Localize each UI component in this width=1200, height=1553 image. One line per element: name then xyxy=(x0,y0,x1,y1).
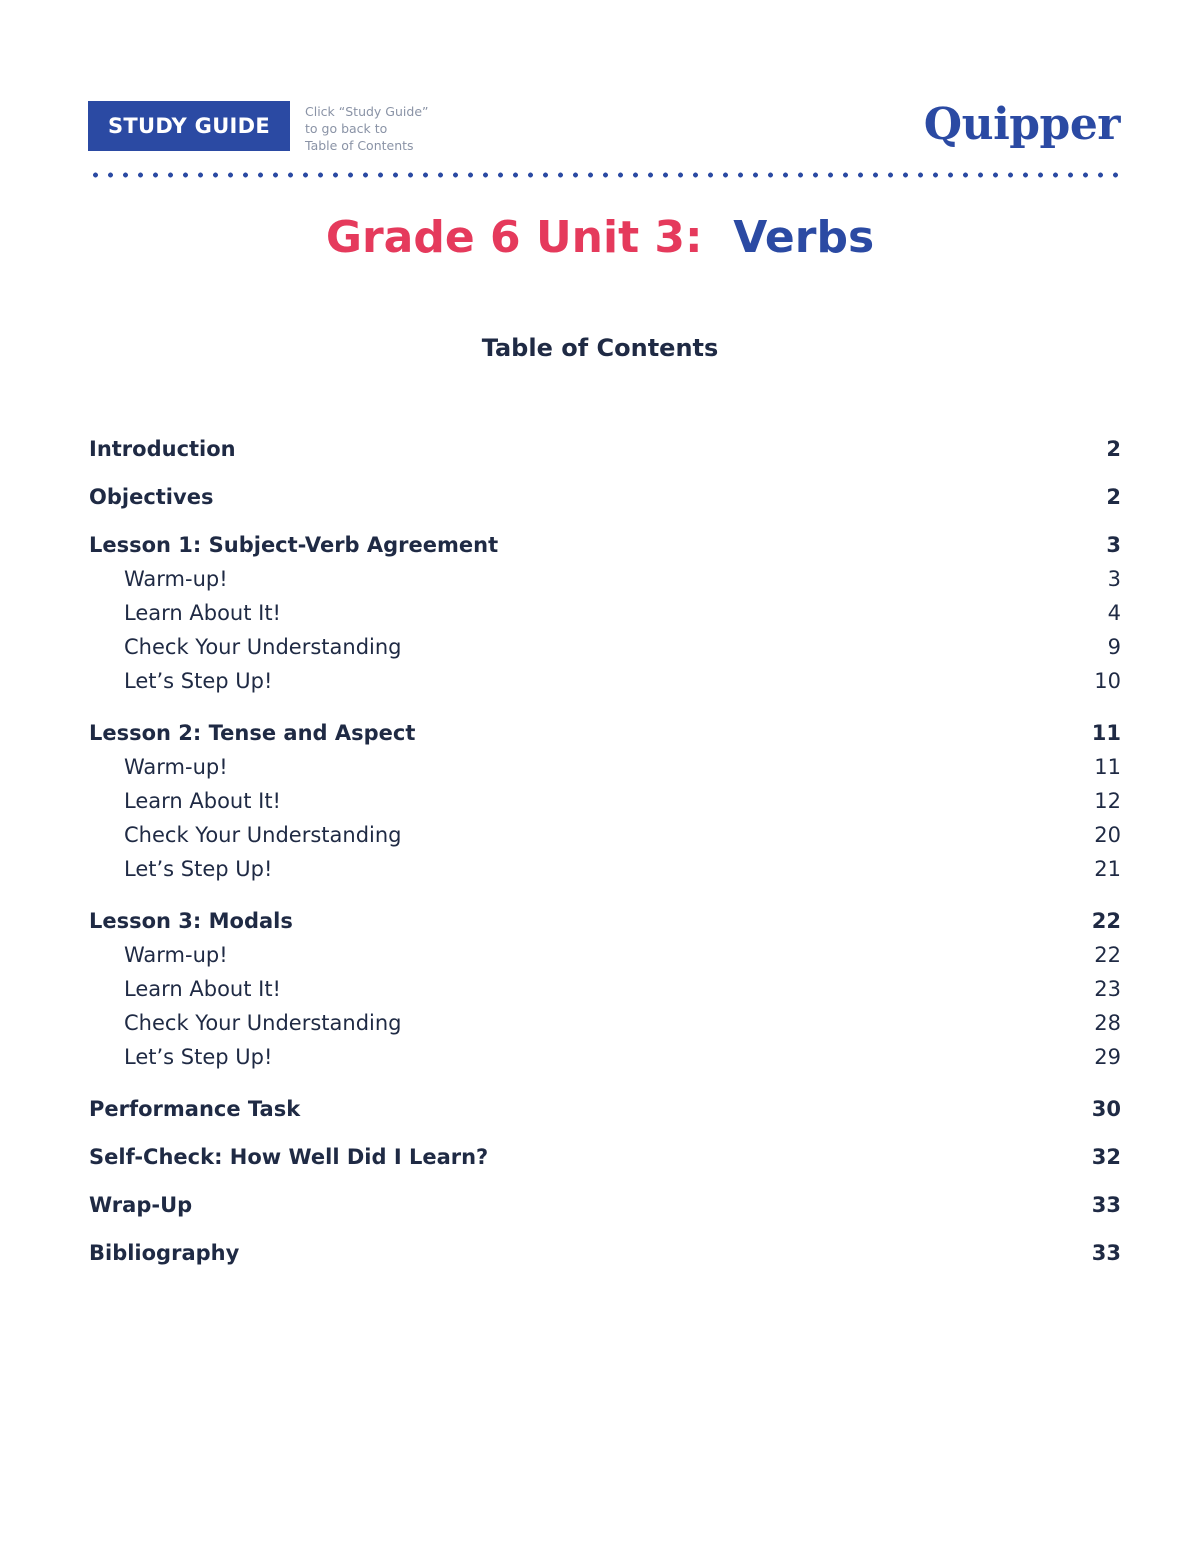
toc-entry-label: Lesson 2: Tense and Aspect xyxy=(89,721,416,745)
toc-entry[interactable] xyxy=(89,909,1121,939)
toc-entry-label: Lesson 1: Subject-Verb Agreement xyxy=(89,533,499,557)
toc-entry[interactable] xyxy=(89,1145,1121,1175)
study-guide-hint xyxy=(305,103,485,154)
toc-entry-page: 32 xyxy=(1091,1145,1121,1169)
toc-subentry-label: Check Your Understanding xyxy=(124,1011,402,1035)
toc-subentry-label: Let’s Step Up! xyxy=(124,857,273,881)
toc-entry-page: 22 xyxy=(1091,909,1121,933)
toc-subentry-page: 23 xyxy=(1094,977,1121,1001)
toc-subentry-page: 29 xyxy=(1094,1045,1121,1069)
toc-subentry[interactable] xyxy=(89,601,1121,635)
title-topic: Verbs xyxy=(733,212,875,263)
quipper-logo: Quipper xyxy=(923,99,1120,150)
toc-entry[interactable] xyxy=(89,721,1121,751)
hint-line: to go back to xyxy=(305,121,388,136)
dotted-divider xyxy=(88,171,1120,179)
toc-subentry[interactable] xyxy=(89,789,1121,823)
toc-entry[interactable] xyxy=(89,485,1121,515)
toc-entry-label: Lesson 3: Modals xyxy=(89,909,293,933)
toc-subentry[interactable] xyxy=(89,755,1121,789)
toc-subentry-page: 21 xyxy=(1094,857,1121,881)
toc-subentry-page: 9 xyxy=(1107,635,1121,659)
toc-heading: Table of Contents xyxy=(481,334,719,362)
toc-subentry[interactable] xyxy=(89,823,1121,857)
toc-subentry-label: Warm-up! xyxy=(124,755,228,779)
toc-subentry[interactable] xyxy=(89,1011,1121,1045)
toc-entry[interactable] xyxy=(89,437,1121,467)
toc-subentry-label: Warm-up! xyxy=(124,943,228,967)
toc-entry-label: Wrap-Up xyxy=(89,1193,193,1217)
page-title xyxy=(0,212,1200,263)
toc-subentry[interactable] xyxy=(89,857,1121,891)
toc-entry[interactable] xyxy=(89,533,1121,563)
toc-subentry-label: Learn About It! xyxy=(124,977,281,1001)
toc-subentry-label: Let’s Step Up! xyxy=(124,669,273,693)
toc-subentry[interactable] xyxy=(89,1045,1121,1079)
toc-subentry-page: 11 xyxy=(1094,755,1121,779)
table-of-contents xyxy=(89,437,1121,1271)
toc-entry-page: 3 xyxy=(1106,533,1121,557)
toc-entry-label: Performance Task xyxy=(89,1097,301,1121)
toc-entry-page: 11 xyxy=(1091,721,1121,745)
toc-subentry-page: 20 xyxy=(1094,823,1121,847)
toc-subentry-label: Learn About It! xyxy=(124,789,281,813)
toc-subentry[interactable] xyxy=(89,669,1121,703)
toc-subentry[interactable] xyxy=(89,635,1121,669)
toc-entry-label: Self-Check: How Well Did I Learn? xyxy=(89,1145,489,1169)
toc-entry[interactable] xyxy=(89,1241,1121,1271)
toc-subentry-page: 10 xyxy=(1094,669,1121,693)
title-unit: Grade 6 Unit 3: xyxy=(325,212,703,263)
toc-subentry-label: Check Your Understanding xyxy=(124,635,402,659)
toc-subentry[interactable] xyxy=(89,567,1121,601)
toc-entry-page: 2 xyxy=(1106,485,1121,509)
hint-line: Click “Study Guide” xyxy=(305,104,429,119)
toc-entry-label: Introduction xyxy=(89,437,236,461)
toc-entry-page: 2 xyxy=(1106,437,1121,461)
toc-entry-page: 30 xyxy=(1091,1097,1121,1121)
toc-subentry-page: 3 xyxy=(1107,567,1121,591)
study-guide-button[interactable]: STUDY GUIDE xyxy=(88,101,290,151)
toc-subentry-label: Warm-up! xyxy=(124,567,228,591)
toc-entry[interactable] xyxy=(89,1193,1121,1223)
toc-entry-page: 33 xyxy=(1091,1193,1121,1217)
toc-entry-page: 33 xyxy=(1091,1241,1121,1265)
toc-subentry-label: Let’s Step Up! xyxy=(124,1045,273,1069)
toc-subentry[interactable] xyxy=(89,943,1121,977)
toc-subentry-page: 4 xyxy=(1107,601,1121,625)
toc-subentry-page: 28 xyxy=(1094,1011,1121,1035)
toc-subentry-page: 22 xyxy=(1094,943,1121,967)
header xyxy=(88,101,1120,153)
toc-entry[interactable] xyxy=(89,1097,1121,1127)
toc-subentry-page: 12 xyxy=(1094,789,1121,813)
toc-subentry-label: Learn About It! xyxy=(124,601,281,625)
toc-subentry-label: Check Your Understanding xyxy=(124,823,402,847)
hint-line: Table of Contents xyxy=(305,138,414,153)
toc-entry-label: Objectives xyxy=(89,485,214,509)
toc-entry-label: Bibliography xyxy=(89,1241,240,1265)
toc-subentry[interactable] xyxy=(89,977,1121,1011)
